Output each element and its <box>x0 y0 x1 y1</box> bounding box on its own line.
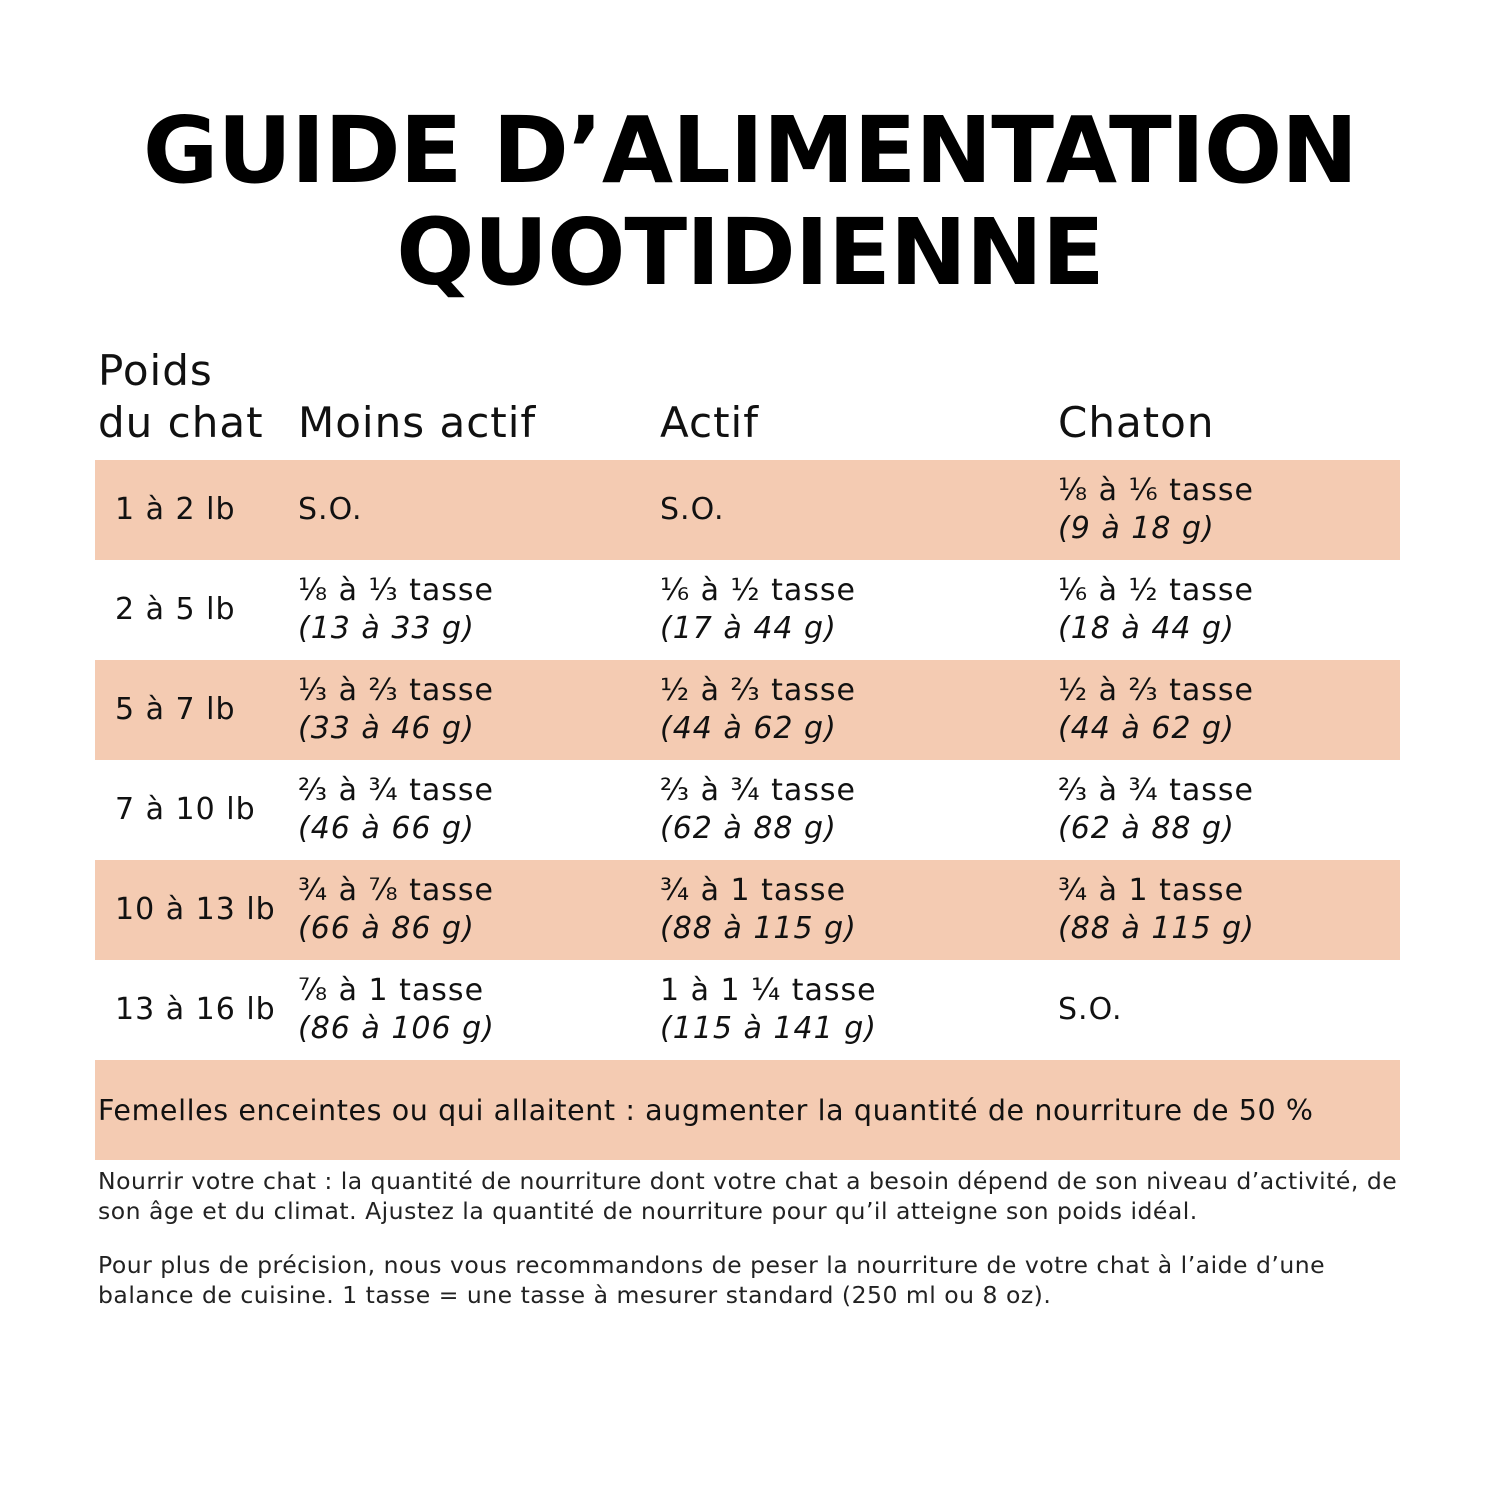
title-line-1: GUIDE D’ALIMENTATION <box>142 97 1358 204</box>
footnotes <box>98 1166 1418 1334</box>
cell-cups: ½ à ⅔ tasse <box>1058 673 1255 708</box>
cell-cups: ⅙ à ½ tasse <box>660 573 857 608</box>
cell-actif <box>660 560 856 660</box>
cell-moins-actif <box>298 960 495 1060</box>
table-row <box>95 860 1400 960</box>
cell-chaton <box>1058 560 1254 660</box>
cell-cups: ⅔ à ¾ tasse <box>298 773 495 808</box>
header-actif: Actif <box>660 398 760 447</box>
table-row <box>95 460 1400 560</box>
page-title <box>0 97 1500 306</box>
cell-grams: (13 à 33 g) <box>298 611 475 646</box>
pregnant-note-text: Femelles enceintes ou qui allaitent : augmenter la quantité de nourriture de 50 % <box>98 1093 1314 1127</box>
cell-grams: (44 à 62 g) <box>1058 711 1235 746</box>
cell-poids: 1 à 2 lb <box>115 492 236 527</box>
header-chaton: Chaton <box>1058 398 1215 447</box>
table-header <box>0 340 1500 455</box>
cell-actif <box>660 760 856 860</box>
feeding-table <box>95 460 1400 1160</box>
cell-grams: (88 à 115 g) <box>660 911 857 946</box>
header-poids-line-1: Poids <box>98 346 213 395</box>
cell-grams: (46 à 66 g) <box>298 811 475 846</box>
cell-grams: (18 à 44 g) <box>1058 611 1235 646</box>
cell-chaton <box>1058 460 1254 560</box>
cell-actif <box>660 860 857 960</box>
table-row <box>95 760 1400 860</box>
cell-poids: 5 à 7 lb <box>115 692 236 727</box>
cell-cups: ⅔ à ¾ tasse <box>660 773 857 808</box>
cell-moins-actif <box>298 660 494 760</box>
header-moins-actif: Moins actif <box>298 398 537 447</box>
header-poids-line-2: du chat <box>98 398 264 447</box>
cell-moins-actif <box>298 760 494 860</box>
cell-cups: ⅛ à ⅓ tasse <box>298 573 495 608</box>
table-row <box>95 960 1400 1060</box>
footnote-feeding: Nourrir votre chat : la quantité de nourriture dont votre chat a besoin dépend de son niveau d’activité, de son âge et du climat. Ajustez la quantité de nourriture pour qu’il atteigne son poids idéal. <box>98 1167 1398 1225</box>
table-row <box>95 560 1400 660</box>
cell-cups: ⅓ à ⅔ tasse <box>298 673 495 708</box>
cell-chaton <box>1058 760 1254 860</box>
cell-actif <box>660 460 725 560</box>
cell-poids: 10 à 13 lb <box>115 892 276 927</box>
cell-cups: S.O. <box>1058 992 1123 1027</box>
cell-moins-actif <box>298 460 363 560</box>
title-line-2: QUOTIDIENNE <box>396 199 1104 306</box>
cell-cups: ¾ à 1 tasse <box>1058 873 1245 908</box>
cell-moins-actif <box>298 860 494 960</box>
footnote-precision: Pour plus de précision, nous vous recommandons de peser la nourriture de votre chat à l’aide d’une balance de cuisine. 1 tasse = une tasse à mesurer standard (250 ml ou 8 oz). <box>98 1251 1326 1309</box>
table-row <box>95 660 1400 760</box>
cell-cups: ⅛ à ⅙ tasse <box>1058 473 1255 508</box>
cell-grams: (115 à 141 g) <box>660 1011 877 1046</box>
cell-grams: (33 à 46 g) <box>298 711 475 746</box>
cell-poids: 13 à 16 lb <box>115 992 276 1027</box>
cell-cups: ⅙ à ½ tasse <box>1058 573 1255 608</box>
header-poids <box>98 345 264 449</box>
cell-grams: (9 à 18 g) <box>1058 511 1215 546</box>
cell-chaton <box>1058 660 1254 760</box>
cell-cups: S.O. <box>298 492 363 527</box>
cell-poids: 7 à 10 lb <box>115 792 256 827</box>
cell-grams: (62 à 88 g) <box>1058 811 1235 846</box>
cell-poids: 2 à 5 lb <box>115 592 236 627</box>
cell-chaton <box>1058 860 1255 960</box>
cell-actif <box>660 660 856 760</box>
cell-grams: (88 à 115 g) <box>1058 911 1255 946</box>
cell-grams: (66 à 86 g) <box>298 911 475 946</box>
cell-cups: ½ à ⅔ tasse <box>660 673 857 708</box>
cell-grams: (62 à 88 g) <box>660 811 837 846</box>
cell-cups: S.O. <box>660 492 725 527</box>
cell-cups: ⅔ à ¾ tasse <box>1058 773 1255 808</box>
cell-cups: ¾ à ⅞ tasse <box>298 873 495 908</box>
cell-moins-actif <box>298 560 494 660</box>
cell-grams: (86 à 106 g) <box>298 1011 495 1046</box>
cell-actif <box>660 960 877 1060</box>
cell-grams: (17 à 44 g) <box>660 611 837 646</box>
pregnant-note <box>95 1060 1400 1160</box>
cell-cups: ⅞ à 1 tasse <box>298 973 485 1008</box>
cell-grams: (44 à 62 g) <box>660 711 837 746</box>
cell-cups: 1 à 1 ¼ tasse <box>660 973 877 1008</box>
cell-cups: ¾ à 1 tasse <box>660 873 847 908</box>
cell-chaton <box>1058 960 1123 1060</box>
